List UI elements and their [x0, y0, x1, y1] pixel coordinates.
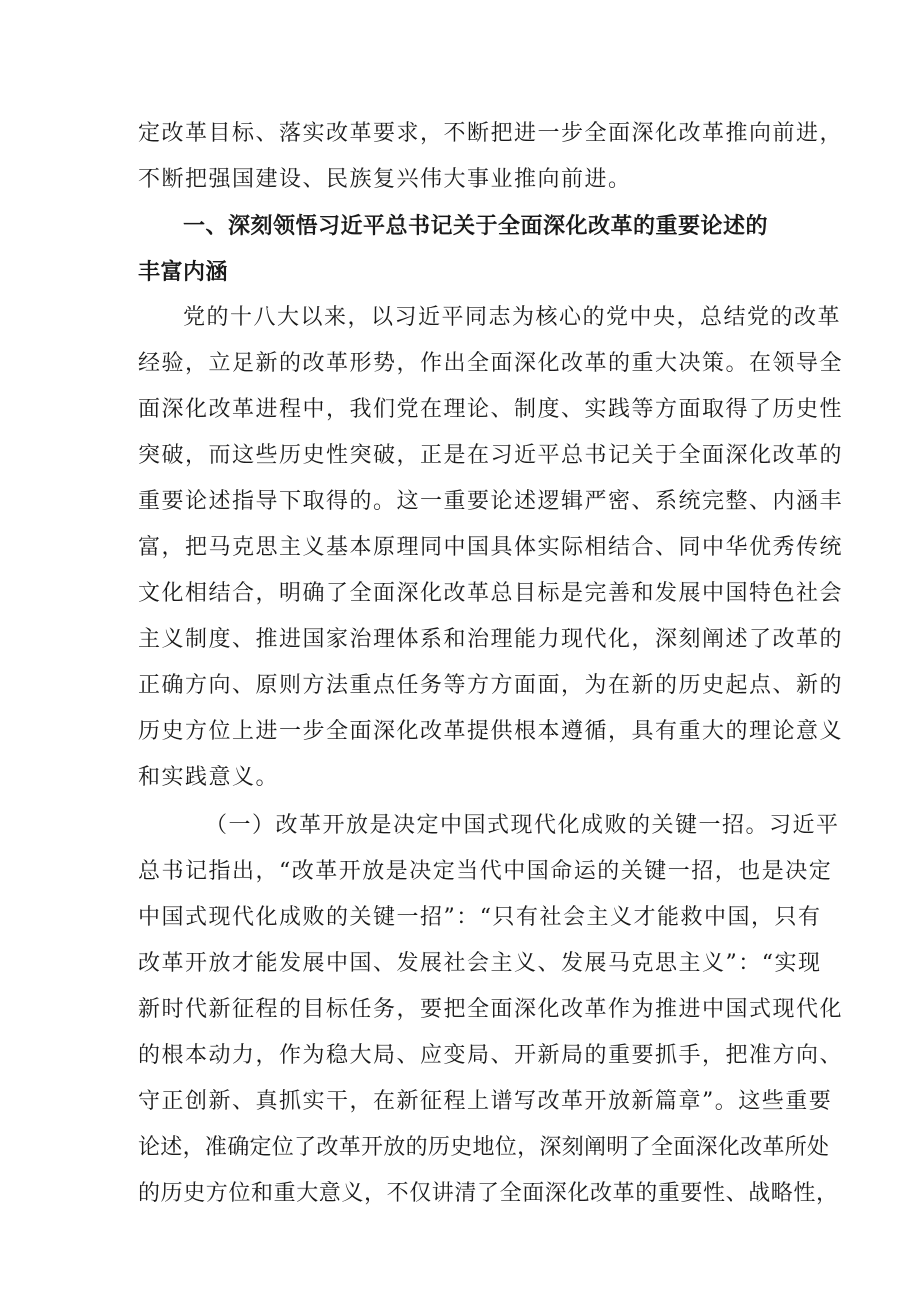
- section-heading: 一、深刻领悟习近平总书记关于全面深化改革的重要论述的: [183, 214, 769, 239]
- paragraph-line: 的根本动力，作为稳大局、应变局、开新局的重要抓手，把准方向、: [138, 1043, 844, 1068]
- subsection-line: （一）改革开放是决定中国式现代化成败的关键一招。习近平: [205, 813, 840, 838]
- paragraph-line: 守正创新、真抓实干，在新征程上谱写改革开放新篇章”。这些重要: [138, 1089, 833, 1114]
- paragraph-line: 不断把强国建设、民族复兴伟大事业推向前进。: [138, 167, 632, 192]
- section-heading-continued: 丰富内涵: [138, 260, 229, 285]
- paragraph-line: 改革开放才能发展中国、发展社会主义、发展马克思主义”：“实现: [138, 951, 822, 976]
- paragraph-line: 文化相结合，明确了全面深化改革总目标是完善和发展中国特色社会: [138, 581, 844, 606]
- paragraph-line: 历史方位上进一步全面深化改革提供根本遵循，具有重大的理论意义: [138, 719, 844, 744]
- paragraph-line: 的历史方位和重大意义，不仅讲清了全面深化改革的重要性、战略性，: [138, 1181, 839, 1206]
- paragraph-line: 富，把马克思主义基本原理同中国具体实际相结合、同中华优秀传统: [138, 535, 844, 560]
- paragraph-line: 定改革目标、落实改革要求，不断把进一步全面深化改革推向前进，: [138, 121, 844, 146]
- paragraph-line: 正确方向、原则方法重点任务等方方面面，为在新的历史起点、新的: [138, 673, 844, 698]
- paragraph-line: 党的十八大以来，以习近平同志为核心的党中央，总结党的改革: [183, 305, 842, 330]
- paragraph-line: 论述，准确定位了改革开放的历史地位，深刻阐明了全面深化改革所处: [138, 1135, 830, 1160]
- paragraph-line: 突破，而这些历史性突破，正是在习近平总书记关于全面深化改革的: [138, 443, 844, 468]
- paragraph-line: 和实践意义。: [138, 765, 280, 790]
- paragraph-line: 面深化改革进程中，我们党在理论、制度、实践等方面取得了历史性: [138, 397, 844, 422]
- paragraph-line: 总书记指出，“改革开放是决定当代中国命运的关键一招，也是决定: [138, 859, 833, 884]
- paragraph-line: 中国式现代化成败的关键一招”：“只有社会主义才能救中国，只有: [138, 905, 822, 930]
- paragraph-line: 主义制度、推进国家治理体系和治理能力现代化，深刻阐述了改革的: [138, 627, 844, 652]
- paragraph-line: 重要论述指导下取得的。这一重要论述逻辑严密、系统完整、内涵丰: [138, 489, 844, 514]
- paragraph-line: 新时代新征程的目标任务，要把全面深化改革作为推进中国式现代化: [138, 997, 844, 1022]
- paragraph-line: 经验，立足新的改革形势，作出全面深化改革的重大决策。在领导全: [138, 351, 844, 376]
